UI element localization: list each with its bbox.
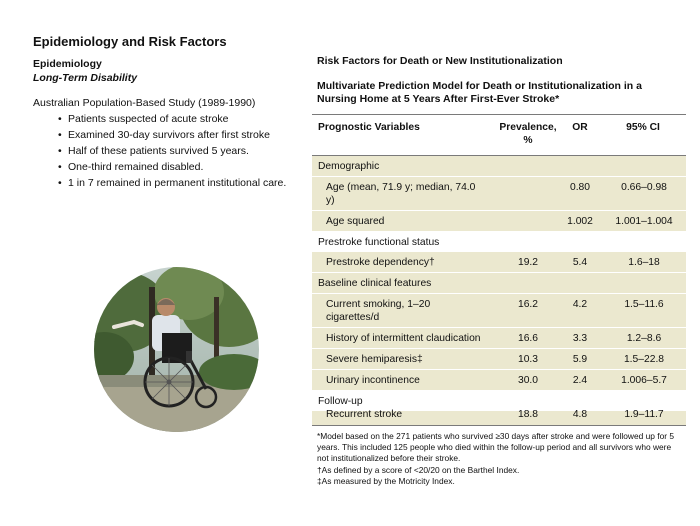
or-cell: 4.2 <box>572 299 588 310</box>
ci-cell: 1.5–22.8 <box>623 354 665 365</box>
table-row <box>312 252 686 273</box>
or-cell: 1.002 <box>567 216 593 227</box>
row-label: Demographic <box>318 161 380 172</box>
ci-cell: 1.9–11.7 <box>624 409 664 420</box>
table-row <box>312 370 686 391</box>
prevalence-cell: 16.2 <box>517 299 539 310</box>
ci-cell: 1.6–18 <box>628 257 660 268</box>
prevalence-cell: 18.8 <box>517 409 539 420</box>
or-cell: 0.80 <box>569 182 591 193</box>
bullet-item: • Patients suspected of acute stroke <box>58 111 308 127</box>
header-prognostic-variables: Prognostic Variables <box>318 122 420 133</box>
or-cell: 5.4 <box>572 257 588 268</box>
ci-cell: 1.5–11.6 <box>624 299 664 310</box>
wheelchair-photo <box>94 267 259 432</box>
bullet-list <box>33 111 308 191</box>
or-cell: 5.9 <box>572 354 588 365</box>
ci-cell: 1.001–1.004 <box>615 216 673 227</box>
prevalence-cell: 16.6 <box>517 333 539 344</box>
row-label: Current smoking, 1–20 cigarettes/d <box>326 299 431 323</box>
table-row <box>312 232 686 252</box>
row-label: Age (mean, 71.9 y; median, 74.0 y) <box>326 182 476 206</box>
prevalence-cell: 10.3 <box>517 354 539 365</box>
or-cell: 2.4 <box>572 375 588 386</box>
ci-cell: 0.66–0.98 <box>621 182 667 193</box>
page-title: Epidemiology and Risk Factors <box>33 34 227 49</box>
row-label: Baseline clinical features <box>318 278 432 289</box>
header-ci: 95% CI <box>626 122 660 133</box>
risk-factor-table <box>312 114 686 426</box>
wheelchair-user-illustration <box>94 267 259 432</box>
footnote-barthel: †As defined by a score of <20/20 on the Barthel Index. <box>317 464 520 475</box>
ci-cell: 1.2–8.6 <box>626 333 662 344</box>
row-label: Urinary incontinence <box>326 375 420 386</box>
row-label: Follow-up <box>318 396 363 407</box>
header-prevalence: Prevalence, % <box>499 122 557 146</box>
model-subtitle: Multivariate Prediction Model for Death or Institutionalization in a Nursing Home at 5 Years After First-Ever Stroke* <box>317 80 642 105</box>
table-row <box>312 156 686 177</box>
study-description: Australian Population-Based Study (1989-1990) <box>33 97 256 109</box>
bullet-item: • 1 in 7 remained in permanent institutional care. <box>58 175 308 191</box>
epidemiology-section <box>33 58 308 191</box>
table-row <box>312 404 686 424</box>
row-label: History of intermittent claudication <box>326 333 481 344</box>
bullet-item: • One-third remained disabled. <box>58 159 308 175</box>
header-or: OR <box>572 122 588 133</box>
row-label: Recurrent stroke <box>326 409 403 420</box>
bullet-item: • Half of these patients survived 5 years. <box>58 143 308 159</box>
table-row <box>312 177 686 211</box>
risk-factors-title: Risk Factors for Death or New Institutionalization <box>317 55 563 67</box>
epidemiology-heading: Epidemiology <box>33 58 102 70</box>
bullet-item: • Examined 30-day survivors after first stroke <box>58 127 308 143</box>
footnote-model: *Model based on the 271 patients who survived ≥30 days after stroke and were followed up for 5 years. This included 125 people who died within the follow-up period and all survivors who were not institutionalized before their stroke. <box>317 431 675 464</box>
ci-cell: 1.006–5.7 <box>621 375 667 386</box>
row-label: Severe hemiparesis‡ <box>326 354 423 365</box>
row-label: Prestroke functional status <box>318 237 440 248</box>
prevalence-cell: 30.0 <box>517 375 539 386</box>
footnote-motricity: ‡As measured by the Motricity Index. <box>317 475 455 486</box>
disability-subheading: Long-Term Disability <box>33 72 138 84</box>
footnotes <box>317 431 685 487</box>
row-label: Age squared <box>326 216 385 227</box>
table-header <box>312 115 686 156</box>
prevalence-cell: 19.2 <box>517 257 539 268</box>
table-row <box>312 211 686 232</box>
table-row <box>312 328 686 349</box>
table-row <box>312 294 686 328</box>
table-row <box>312 349 686 370</box>
row-label: Prestroke dependency† <box>326 257 435 268</box>
or-cell: 3.3 <box>572 333 588 344</box>
or-cell: 4.8 <box>572 409 588 420</box>
table-row <box>312 273 686 294</box>
